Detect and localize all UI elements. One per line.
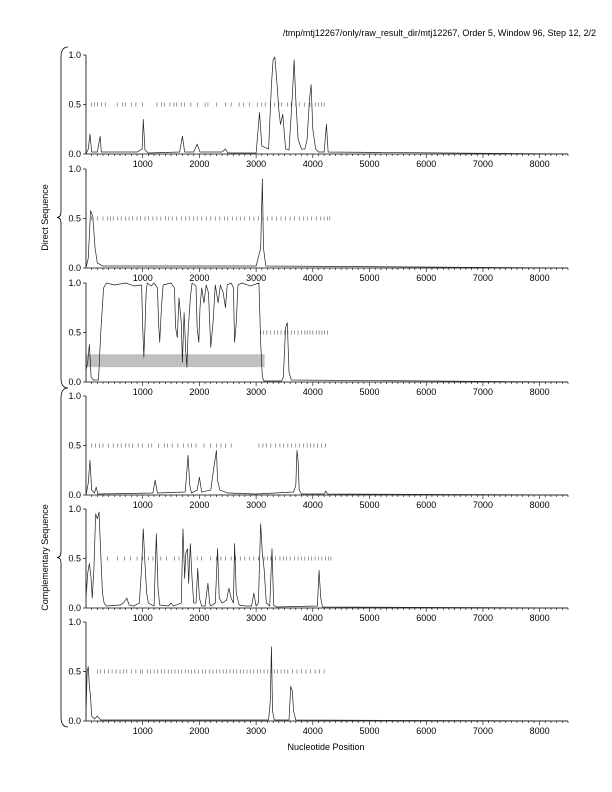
y-tick-label: 0.5 [68,553,81,564]
x-tick-label: 4000 [302,726,323,736]
y-tick-label: 1.0 [68,504,81,514]
group-label: Direct Sequence [40,184,50,251]
series-line [86,179,568,268]
group-label: Complementary Sequence [40,504,50,611]
x-tick-label: 4000 [302,273,323,283]
x-tick-label: 5000 [359,500,380,510]
series-line [86,450,568,495]
y-tick-label: 0.5 [68,327,81,338]
y-tick-label: 0.0 [68,263,81,273]
x-tick-label: 5000 [359,387,380,397]
x-tick-label: 8000 [529,159,550,169]
x-tick-label: 2000 [189,159,210,169]
x-axis-label: Nucleotide Position [287,742,365,752]
series-line [86,512,568,608]
x-tick-label: 4000 [302,387,323,397]
x-tick-label: 7000 [472,726,493,736]
x-tick-label: 1000 [132,273,153,283]
x-tick-label: 6000 [416,500,437,510]
y-tick-label: 0.5 [68,213,81,224]
x-tick-label: 2000 [189,613,210,623]
x-tick-label: 3000 [246,273,267,283]
x-tick-label: 7000 [472,613,493,623]
y-tick-label: 1.0 [68,278,81,288]
x-tick-label: 4000 [302,500,323,510]
group-brackets [40,47,68,727]
panel-4 [68,391,568,510]
group-bracket [57,388,68,727]
x-tick-label: 3000 [246,500,267,510]
x-tick-label: 8000 [529,613,550,623]
highlight-band [86,354,265,367]
x-tick-label: 7000 [472,387,493,397]
y-tick-label: 0.5 [68,99,81,110]
y-tick-label: 0.0 [68,377,81,387]
panel-6 [68,617,568,736]
group-bracket [57,47,68,388]
x-tick-label: 3000 [246,387,267,397]
x-tick-label: 7000 [472,500,493,510]
y-tick-label: 1.0 [68,50,81,60]
x-tick-label: 3000 [246,726,267,736]
panel-2 [68,164,568,283]
x-tick-label: 2000 [189,726,210,736]
y-tick-label: 1.0 [68,617,81,627]
x-tick-label: 5000 [359,273,380,283]
x-tick-label: 7000 [472,159,493,169]
x-tick-label: 1000 [132,726,153,736]
panel-5 [68,504,568,623]
y-tick-label: 1.0 [68,164,81,174]
x-tick-label: 2000 [189,500,210,510]
x-tick-label: 2000 [189,387,210,397]
x-tick-label: 6000 [416,387,437,397]
series-line [86,57,568,154]
x-tick-label: 6000 [416,726,437,736]
x-tick-label: 4000 [302,159,323,169]
x-tick-label: 8000 [529,726,550,736]
y-tick-label: 1.0 [68,391,81,401]
x-tick-label: 6000 [416,613,437,623]
group-2 [40,388,68,727]
x-tick-label: 1000 [132,613,153,623]
x-tick-label: 1000 [132,159,153,169]
x-tick-label: 3000 [246,613,267,623]
x-tick-label: 8000 [529,500,550,510]
y-tick-label: 0.0 [68,716,81,726]
y-tick-label: 0.5 [68,666,81,677]
x-tick-label: 6000 [416,273,437,283]
x-tick-label: 4000 [302,613,323,623]
panels [68,50,568,736]
x-tick-label: 6000 [416,159,437,169]
x-tick-label: 3000 [246,159,267,169]
y-tick-label: 0.0 [68,149,81,159]
group-1 [40,47,68,388]
panel-1 [68,50,568,169]
series-line [86,647,568,721]
x-tick-label: 5000 [359,726,380,736]
x-tick-label: 5000 [359,613,380,623]
x-tick-label: 5000 [359,159,380,169]
x-tick-label: 1000 [132,500,153,510]
x-tick-label: 1000 [132,387,153,397]
x-tick-label: 8000 [529,273,550,283]
x-tick-label: 8000 [529,387,550,397]
panel-3 [68,278,568,397]
x-tick-label: 7000 [472,273,493,283]
y-tick-label: 0.0 [68,603,81,613]
chart-title: /tmp/mtj12267/only/raw_result_dir/mtj12267, Order 5, Window 96, Step 12, 2/2 [282,28,596,38]
x-tick-label: 2000 [189,273,210,283]
y-tick-label: 0.0 [68,490,81,500]
y-tick-label: 0.5 [68,440,81,451]
